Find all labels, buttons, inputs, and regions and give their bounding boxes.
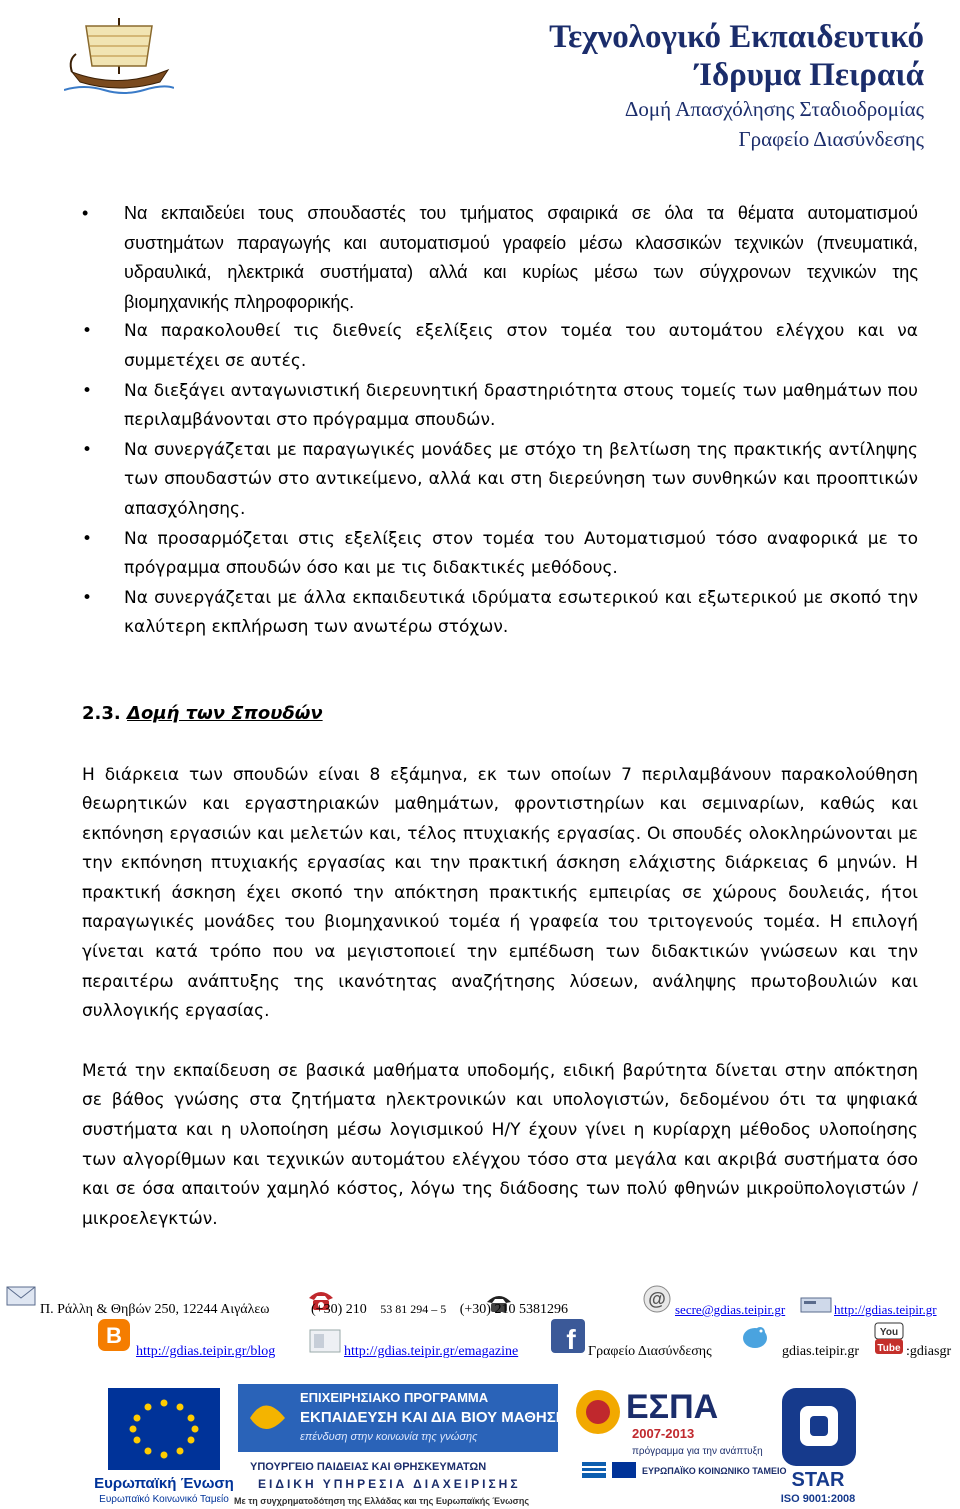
twitter-label[interactable]: gdias.teipir.gr [782, 1344, 859, 1359]
phone-ext: 53 81 294 – 5 [380, 1302, 447, 1316]
svg-text:B: B [106, 1323, 122, 1348]
list-item: • Να συνεργάζεται με άλλα εκπαιδευτικά ιδρύματα εσωτερικού και εξωτερικού με σκοπό την καλύτερη εκπλήρωση των ανωτέρω στόχων. [82, 584, 918, 643]
website-icon [800, 1296, 832, 1314]
eu-flag-icon [108, 1388, 220, 1470]
section-number: 2.3. [82, 702, 121, 724]
espa-years: 2007-2013 [632, 1426, 695, 1441]
document-body [82, 199, 918, 1234]
header-line-2: Ίδρυμα Πειραιά [694, 57, 924, 93]
tei-ship-logo [64, 10, 174, 98]
twitter-icon [738, 1320, 772, 1350]
email-link[interactable]: secre@gdias.teipir.gr [675, 1302, 786, 1317]
ministry-line-2: ΕΙΔΙΚΗ ΥΠΗΡΕΣΙΑ ΔΙΑΧΕΙΡΙΣΗΣ [258, 1477, 521, 1491]
program-subtitle: ΕΚΠΑΙΔΕΥΣΗ ΚΑΙ ΔΙΑ ΒΙΟΥ ΜΑΘΗΣΗ [300, 1409, 567, 1426]
header-line-1: Τεχνολογικό Εκπαιδευτικό [549, 19, 924, 55]
at-sign-icon [642, 1284, 672, 1314]
ministry-line-1: ΥΠΟΥΡΓΕΙΟ ΠΑΙΔΕΙΑΣ ΚΑΙ ΘΡΗΣΚΕΥΜΑΤΩΝ [250, 1461, 487, 1473]
contact-row [40, 1302, 568, 1318]
list-item: • Να προσαρμόζεται στις εξελίξεις στον τομέα του Αυτοματισμού τόσο αναφορικά με το πρόγραμμα σπουδών όσο και με τις διδακτικές μεθόδους. [82, 525, 918, 584]
section-heading [82, 699, 918, 729]
phone: (+30) 210 [311, 1302, 367, 1317]
header-line-3: Δομή Απασχόλησης Σταδιοδρομίας [624, 97, 924, 121]
program-logo [234, 1384, 567, 1506]
blog-link[interactable]: http://gdias.teipir.gr/blog [136, 1344, 276, 1359]
facebook-label[interactable]: Γραφείο Διασύνδεσης [588, 1344, 712, 1359]
list-item: • Να παρακολουθεί τις διεθνείς εξελίξεις στον τομέα του αυτομάτου ελέγχου και να συμμετέχει σε αυτές. [82, 317, 918, 376]
program-title: ΕΠΙΧΕΙΡΗΣΙΑΚΟ ΠΡΟΓΡΑΜΜΑ [300, 1390, 489, 1405]
eu-label: Ευρωπαϊκή Ένωση [94, 1475, 234, 1492]
svg-text:Tube: Tube [877, 1343, 901, 1354]
list-item: • Να διεξάγει ανταγωνιστική διερευνητική δραστηριότητα στους τομείς των μαθημάτων που περιλαμβάνονται στο πρόγραμμα σπουδών. [82, 377, 918, 436]
document-header [549, 18, 924, 154]
youtube-icon [874, 1322, 904, 1356]
cofunding-note: Με τη συγχρηματοδότηση της Ελλάδας και της Ευρωπαϊκής Ένωσης [234, 1496, 530, 1506]
emagazine-link[interactable]: http://gdias.teipir.gr/emagazine [344, 1344, 519, 1359]
espa-subtitle: πρόγραμμα για την ανάπτυξη [632, 1446, 763, 1457]
header-line-4: Γραφείο Διασύνδεσης [738, 127, 924, 151]
eu-sub-label: Ευρωπαϊκό Κοινωνικό Ταμείο [99, 1494, 229, 1505]
espa-fund: ΕΥΡΩΠΑΪΚΟ ΚΟΙΝΩΝΙΚΟ ΤΑΜΕΙΟ [642, 1466, 787, 1476]
program-tagline: επένδυση στην κοινωνία της γνώσης [300, 1431, 478, 1443]
espa-title: ΕΣΠΑ [626, 1388, 719, 1426]
youtube-label[interactable]: :gdiasgr [906, 1344, 952, 1359]
star-label: STAR [791, 1469, 845, 1491]
mail-envelope-icon [6, 1284, 36, 1308]
blogger-icon [97, 1318, 131, 1352]
footer [0, 1282, 960, 1509]
objectives-list [82, 199, 918, 643]
svg-text:f: f [566, 1324, 576, 1354]
svg-text:@: @ [648, 1289, 666, 1309]
website-link[interactable]: http://gdias.teipir.gr [834, 1302, 937, 1317]
paragraph: Μετά την εκπαίδευση σε βασικά μαθήματα υποδομής, ειδική βαρύτητα δίνεται στην απόκτηση σε βάθος γνώσης στα ζητήματα ηλεκτρονικών και υπολογιστών, δεδομένου ότι τα ψηφιακά συστήματα και η υλοποίηση μέσω λογισμικού Η/Υ έχουν γίνει η κυρίαρχη μέθοδος υλοποίησης των αλγορίθμων και τεχνικών αυτομάτου ελέγχου τόσο στα μεγάλα και ακριβά συστήματα όσο και σε όσα απαιτούν χαμηλό κόστος, λόγω της διάδοσης των πολύ φθηνών μικροϋπολογιστών / μικροελεγκτών. [82, 1060, 918, 1229]
emagazine-icon [308, 1328, 342, 1354]
section-title: Δομή των Σπουδών [127, 702, 323, 724]
paragraph: Η διάρκεια των σπουδών είναι 8 εξάμηνα, εκ των οποίων 7 περιλαμβάνουν παρακολούθηση θεωρητικών και εργαστηριακών μαθημάτων, φροντιστηρίων και σεμιναρίων, καθώς και εκπόνηση εργασιών και μελετών και, τέλος πτυχιακής εργασίας. Οι σπουδές ολοκληρώνονται με την εκπόνηση πτυχιακής εργασίας και την πρακτική άσκηση ελάχιστης διάρκειας 6 μηνών. Η πρακτική άσκηση έχει σκοπό την απόκτηση πρακτικής εμπειρίας σε χώρους δουλειάς, ήτοι παραγωγικές μονάδες του βιομηχανικού τομέα ή γραφεία του τριτογενούς τομέα. Η επιλογή γίνεται κατά τρόπο που να μεγιστοποιεί την εμπέδωση των διδακτικών γνώσεων και την περαιτέρω ανάπτυξης της ικανότητας αναζήτησης λύσεων, ανάληψης πρωτοβουλιών και συλλογικής εργασίας. [82, 764, 918, 1022]
svg-text:You: You [879, 1327, 899, 1338]
espa-logo [576, 1388, 787, 1478]
list-item: • Να εκπαιδεύει τους σπουδαστές του τμήματος σφαιρικά σε όλα τα θέματα αυτοματισμού συστημάτων παραγωγής και αυτοματισμού γραφείο μέσω κλασσικών τεχνικών (πνευματικά, υδραυλικά, ηλεκτρικά συστήματα) αλλά και κυρίως μέσω των σύγχρονων τεχνικών της βιομηχανικής πληροφορικής. [82, 199, 918, 317]
funding-banner [0, 1378, 960, 1509]
list-item: • Να συνεργάζεται με παραγωγικές μονάδες με στόχο τη βελτίωση της πρακτικής αντίληψης των σπουδαστών στο αντικείμενο, αλλά και στη διερεύνηση των συνθηκών και προοπτικών απασχόλησης. [82, 436, 918, 525]
star-iso-logo [781, 1388, 856, 1505]
address: Π. Ράλλη & Θηβών 250, 12244 Αιγάλεω [40, 1302, 270, 1317]
iso-label: ISO 9001:2008 [780, 1493, 856, 1505]
fax: (+30) 210 5381296 [459, 1302, 568, 1317]
facebook-icon [550, 1318, 586, 1354]
